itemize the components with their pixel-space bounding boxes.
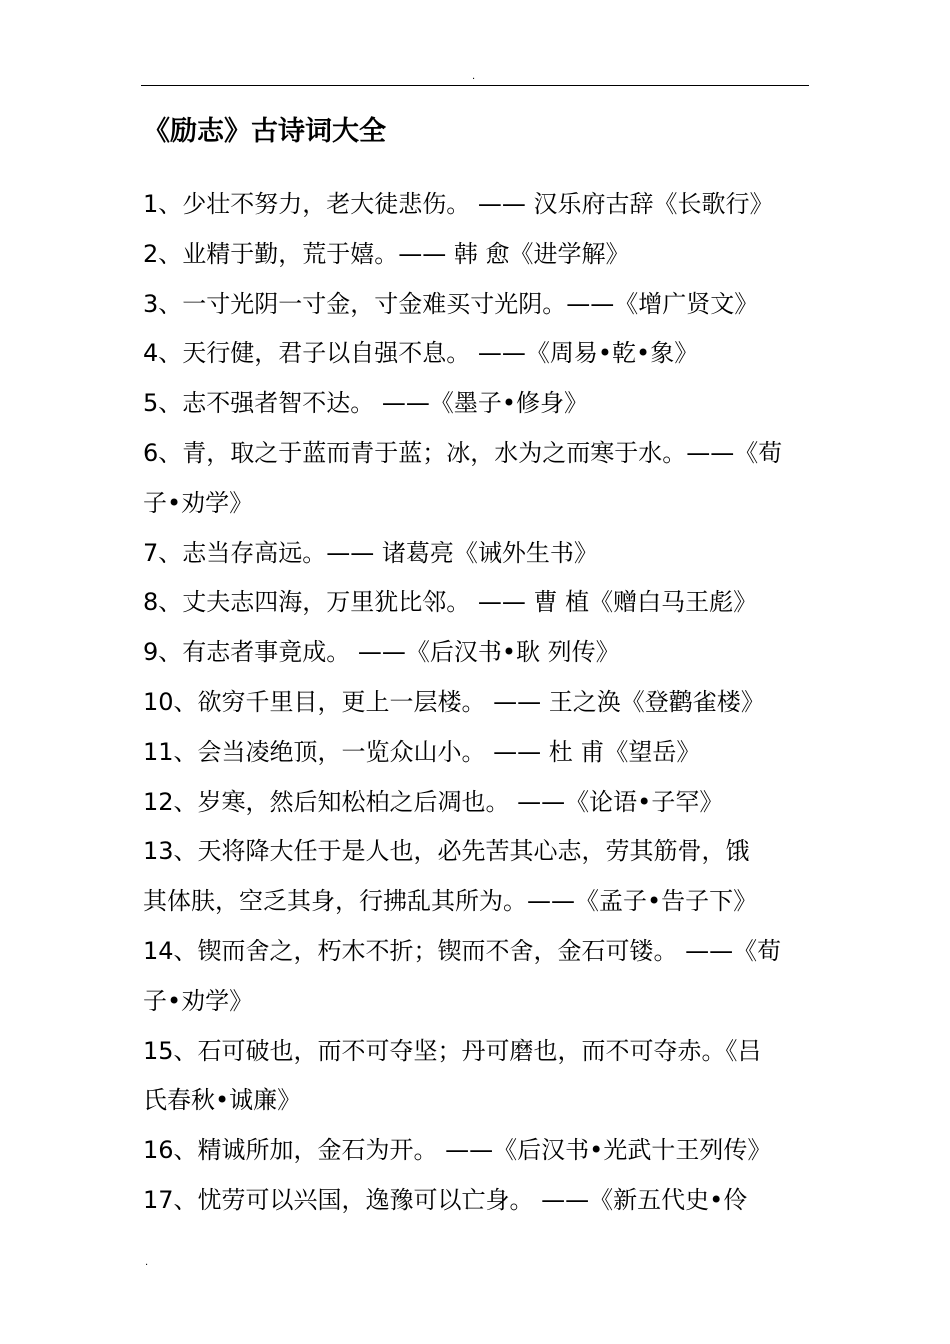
header-dot: .: [472, 71, 476, 82]
text-line: 子•劝学》: [143, 488, 254, 517]
text-line: 4、天行健，君子以自强不息。 ——《周易•乾•象》: [143, 339, 699, 368]
text-line: 子•劝学》: [143, 986, 254, 1015]
text-line: 8、丈夫志四海，万里犹比邻。 —— 曹 植《赠白马王彪》: [143, 588, 758, 617]
text-line: 6、青，取之于蓝而青于蓝；冰，水为之而寒于水。——《荀: [143, 438, 783, 467]
text-line: 11、会当凌绝顶，一览众山小。 —— 杜 甫《望岳》: [143, 737, 701, 766]
text-line: 12、岁寒，然后知松柏之后凋也。 ——《论语•子罕》: [143, 787, 724, 816]
text-line: 2、业精于勤，荒于嬉。—— 韩 愈《进学解》: [143, 239, 630, 268]
text-line: 16、精诚所加，金石为开。 ——《后汉书•光武十王列传》: [143, 1136, 772, 1165]
header-rule: [141, 85, 809, 86]
text-line: 10、欲穷千里目，更上一层楼。 —— 王之涣《登鹳雀楼》: [143, 687, 765, 716]
text-line: 17、忧劳可以兴国，逸豫可以亡身。 ——《新五代史•伶: [143, 1185, 748, 1214]
text-line: 3、一寸光阴一寸金，寸金难买寸光阴。——《增广贤文》: [143, 289, 759, 318]
text-line: 1、少壮不努力，老大徒悲伤。 —— 汉乐府古辞《长歌行》: [143, 190, 774, 218]
footer-dot: .: [145, 1257, 149, 1268]
text-line: 5、志不强者智不达。 ——《墨子•修身》: [143, 389, 589, 418]
text-line: 其体肤，空乏其身，行拂乱其所为。——《孟子•告子下》: [143, 887, 758, 916]
text-line: 7、志当存高远。—— 诸葛亮《诫外生书》: [143, 538, 598, 567]
poem-list: [143, 180, 813, 1226]
text-line: 15、石可破也，而不可夺坚；丹可磨也，而不可夺赤。《吕: [143, 1036, 762, 1065]
text-line: 13、天将降大任于是人也，必先苦其心志，劳其筋骨，饿: [143, 837, 750, 866]
text-line: 14、锲而舍之，朽木不折；锲而不舍，金石可镂。 ——《荀: [143, 936, 782, 965]
page-title: 《励志》古诗词大全: [143, 116, 386, 147]
text-line: 9、有志者事竟成。 ——《后汉书•耿 列传》: [143, 638, 620, 667]
text-line: 氏春秋•诚廉》: [143, 1086, 302, 1115]
